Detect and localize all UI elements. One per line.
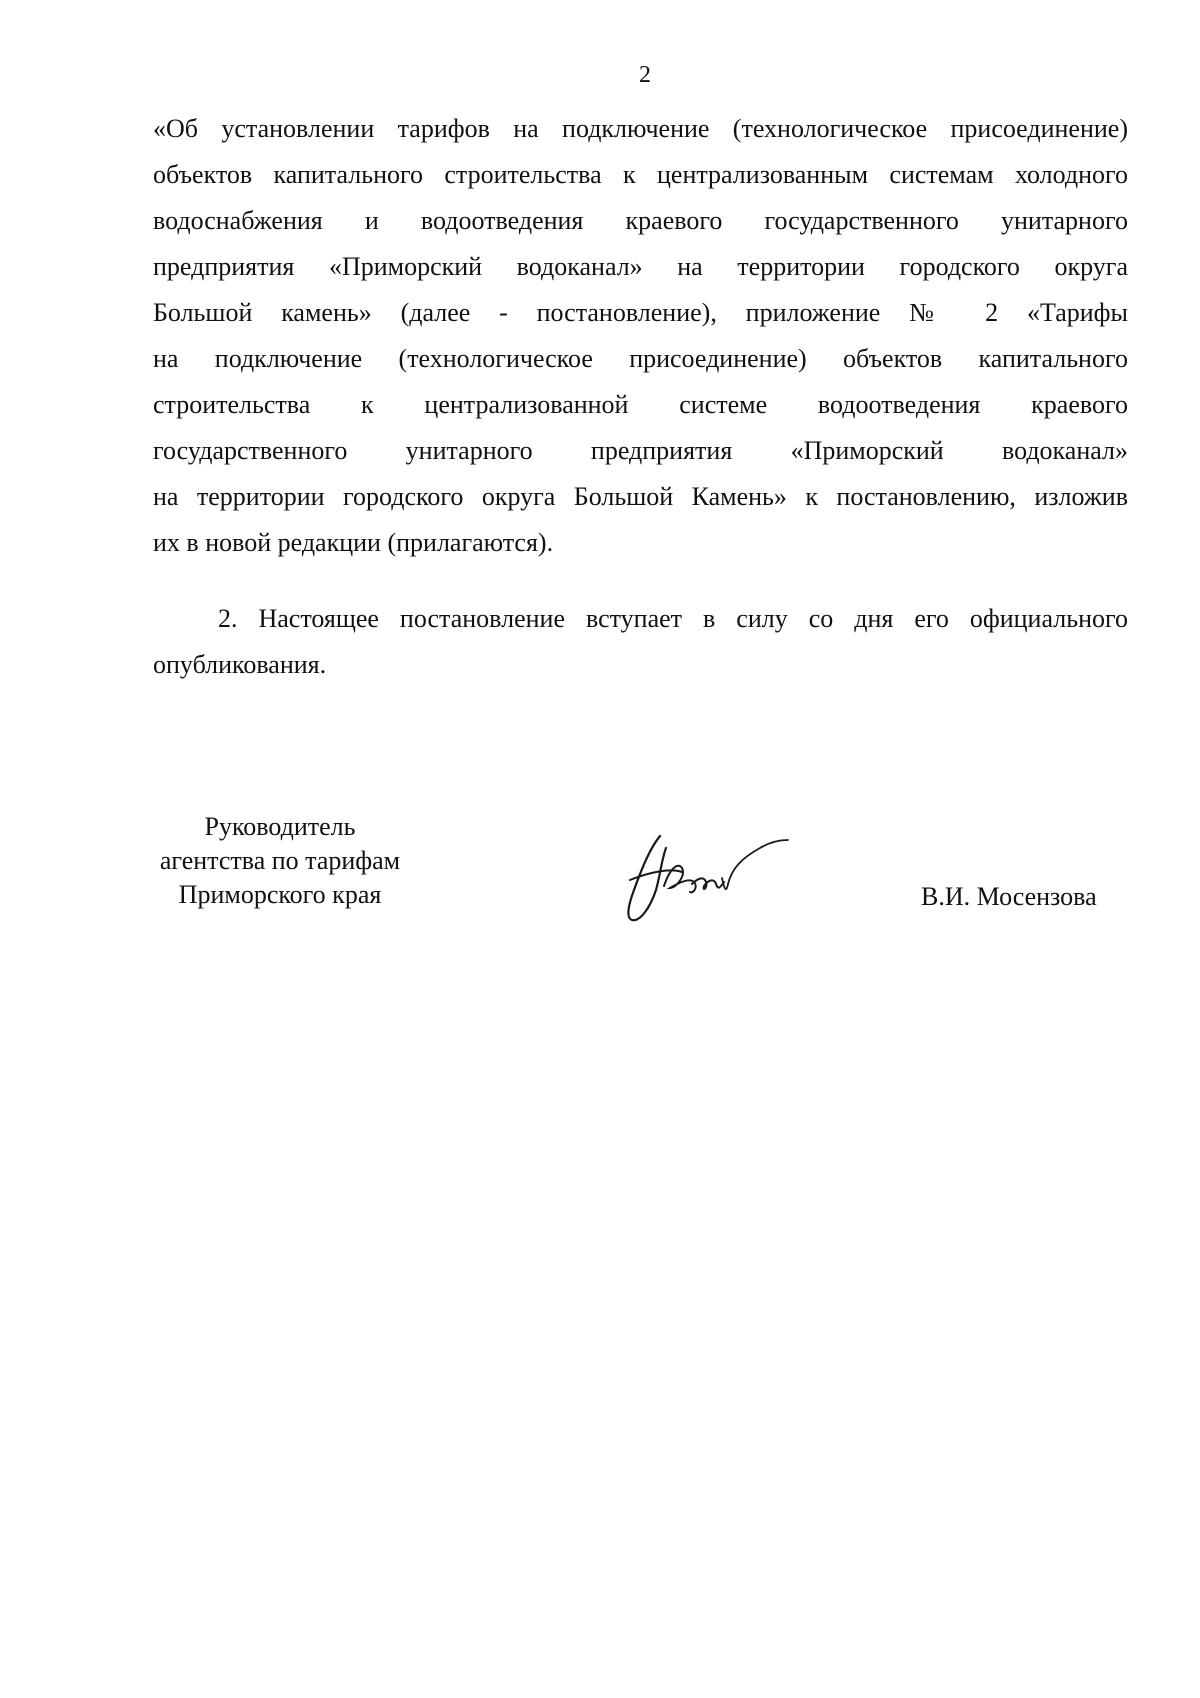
paragraph-line: Большой камень» (далее - постановление), приложение № 2 «Тарифы [153,298,1128,327]
paragraph-line: «Об установлении тарифов на подключение (технологическое присоединение) [153,114,1128,143]
signatory-name: В.И. Мосензова [921,882,1097,911]
paragraph-line: строительства к централизованной системе водоотведения краевого [153,390,1128,419]
position-line: агентства по тарифам [159,846,401,875]
paragraph-line: объектов капитального строительства к централизованным системам холодного [153,160,1128,189]
paragraph-line: предприятия «Приморский водоканал» на территории городского округа [153,252,1128,281]
position-line: Руководитель [204,812,356,841]
paragraph-line: государственного унитарного предприятия «Приморский водоканал» [153,436,1128,465]
paragraph-line: на территории городского округа Большой Камень» к постановлению, изложив [153,482,1128,511]
paragraph-line: их в новой редакции (прилагаются). [153,528,554,557]
paragraph-line: водоснабжения и водоотведения краевого государственного унитарного [153,206,1128,235]
signatory-position [135,810,425,912]
page-number: 2 [639,62,651,88]
paragraph-line: опубликования. [153,650,327,679]
position-line: Приморского края [178,880,382,909]
paragraph-line: 2. Настоящее постановление вступает в силу со дня его официального [218,604,1128,633]
paragraph-1 [153,106,1128,566]
paragraph-line: на подключение (технологическое присоединение) объектов капитального [153,344,1128,373]
paragraph-2 [153,596,1128,688]
handwritten-signature [620,828,790,928]
